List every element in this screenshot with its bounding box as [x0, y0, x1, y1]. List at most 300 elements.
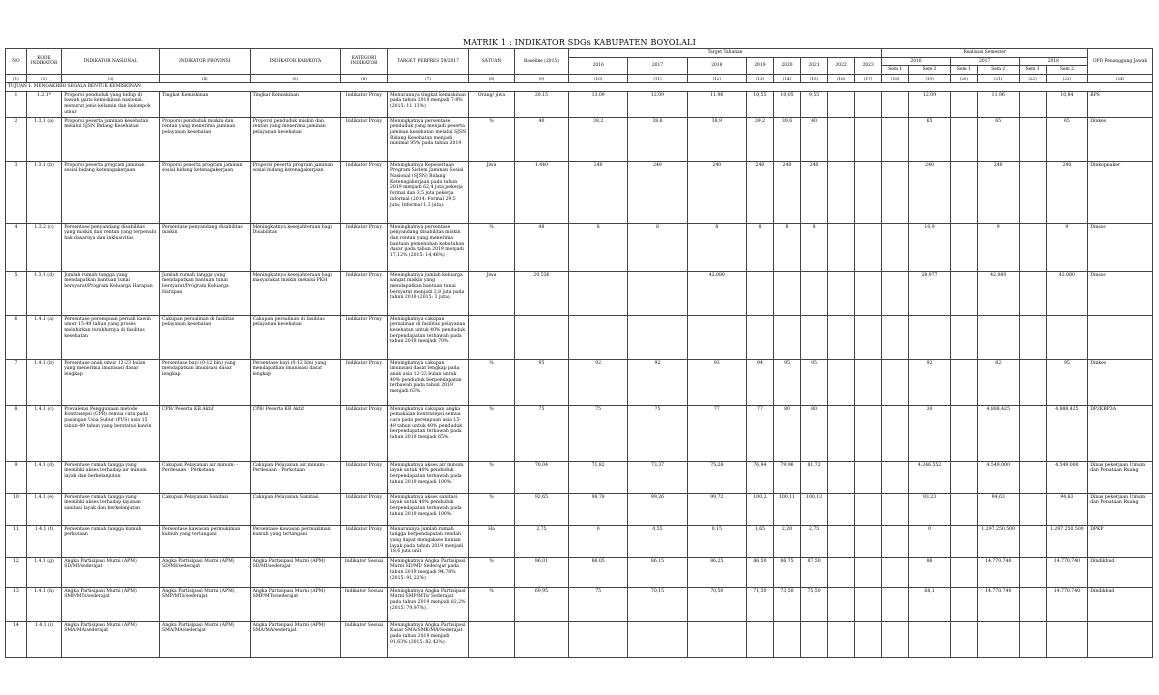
annual-target-value	[828, 587, 855, 621]
district-indicator: Persentase bayi (0-12 bln) yang mendapatkan imunisasi dasar lengkap	[250, 359, 341, 405]
column-index-cell: (20)	[950, 74, 977, 82]
perpres-target: Menurunnya tingkat kemiskinan pada tahun 2019 menjadi 7-8% (2015: 11,13%)	[387, 91, 468, 117]
annual-target-value: 86,50	[746, 557, 773, 587]
semester-realization-value	[1019, 557, 1046, 587]
national-indicator: Prevalensi Penggunaan metode Kontrasepsi (CPR) semua cara pada pasangan Usia Subur (PUS) usia 15 tahun-49 tahun yang berstatus kawin	[62, 405, 160, 461]
indicator-code: 1.4.1 (i)	[26, 621, 61, 657]
baseline-value: 69,95	[514, 587, 568, 621]
annual-target-value	[828, 161, 855, 223]
row-number: 8	[6, 405, 27, 461]
indicator-code: 1.4.1 (h)	[26, 587, 61, 621]
annual-target-value: 9,55	[801, 91, 828, 117]
semester-realization-value	[1019, 223, 1046, 271]
perpres-target: Meningkatnya persentase penyandang disabilitas miskin dan rentan yang menerima bantuan pemenuhan kebutuhan dasar pada tahun 2019 menjadi 17,12% (2015: 14,46%)	[387, 223, 468, 271]
column-index-cell: (21)	[977, 74, 1019, 82]
row-number: 4	[6, 223, 27, 271]
responsible-agency: Dindikbud	[1088, 557, 1153, 587]
responsible-agency: Dinsos	[1088, 271, 1153, 315]
perpres-target: Meningkatnya persentase penduduk yang menjadi peserta jaminan kesehatan melalui SJSN Bidang Kesehatan menjadi minimal 95% pada tahun 2019	[387, 117, 468, 161]
indicator-code: 1.4.1 (d)	[26, 461, 61, 493]
indicator-category: Indikator Proxy	[341, 525, 388, 557]
semester-realization-value	[1019, 315, 1046, 359]
baseline-value: 75	[514, 405, 568, 461]
semester-realization-value	[882, 223, 909, 271]
semester-realization-value	[882, 525, 909, 557]
annual-target-value: 86.05	[569, 557, 628, 587]
table-row	[6, 493, 1153, 525]
header-semester: Sem 2	[909, 66, 951, 75]
indicator-code: 1.3.2 (c)	[26, 223, 61, 271]
district-indicator: Cakupan persalinan di fasilitas pelayanan kesehatan	[250, 315, 341, 359]
semester-realization-value: 94,63	[977, 493, 1019, 525]
header-target-tahunan: Target Tahunan	[569, 49, 882, 58]
semester-realization-value	[882, 621, 909, 657]
indicator-category: Indikator Sesuai	[341, 587, 388, 621]
annual-target-value	[828, 525, 855, 557]
semester-realization-value	[1019, 359, 1046, 405]
header-year: 2021	[801, 57, 828, 74]
perpres-target: Meningkatnya jumlah keluarga sangat miskin yang mendapatkan bantuan tunai bersyarat menjadi 2,8 juta pada tahun 2019 (2015: 3 juta).	[387, 271, 468, 315]
indicator-code: 1.4.1 (b)	[26, 359, 61, 405]
annual-target-value: 0	[569, 525, 628, 557]
semester-realization-value	[1019, 461, 1046, 493]
row-number: 6	[6, 315, 27, 359]
unit: %	[469, 359, 515, 405]
semester-realization-value: 92	[909, 359, 951, 405]
table-row	[6, 315, 1153, 359]
province-indicator: Persentase kawasan permukiman kumuh yang tertangani	[160, 525, 251, 557]
annual-target-value	[855, 405, 882, 461]
province-indicator: Cakupan persalinan di fasilitas pelayanan kesehatan	[160, 315, 251, 359]
annual-target-value	[828, 223, 855, 271]
header-target: TARGET PERPRES 59/2017	[387, 49, 468, 75]
district-indicator: Meningkatnya kesejahteraan bagi masyarakat miskin melalui PKH	[250, 271, 341, 315]
semester-realization-value: 14.770.740	[977, 557, 1019, 587]
annual-target-value: 70,15	[628, 587, 687, 621]
column-index-cell: (8)	[469, 74, 515, 82]
semester-realization-value: 86	[909, 557, 951, 587]
province-indicator: Jumlah rumah tangga yang mendapatkan bantuan tunai bersyarat/Program Keluarga Harapan	[160, 271, 251, 315]
indicator-category: Indikator Proxy	[341, 493, 388, 525]
row-number: 10	[6, 493, 27, 525]
annual-target-value	[828, 315, 855, 359]
column-index-cell: (10)	[569, 74, 628, 82]
annual-target-value: 2,75	[801, 525, 828, 557]
header-no: NO	[6, 49, 27, 75]
unit: %	[469, 461, 515, 493]
annual-target-value: 240	[801, 161, 828, 223]
perpres-target: Meningkatnya akses sanitasi layak untuk 40% penduduk berpendapatan terbawah pada tahun 2019 menjadi 100%.	[387, 493, 468, 525]
semester-realization-value	[1019, 493, 1046, 525]
unit: %	[469, 587, 515, 621]
column-index-cell: (6)	[341, 74, 388, 82]
annual-target-value: 38,2	[569, 117, 628, 161]
annual-target-value: 100,11	[773, 493, 800, 525]
unit: Jiwa	[469, 161, 515, 223]
annual-target-value	[828, 557, 855, 587]
responsible-agency: Dinsos	[1088, 223, 1153, 271]
semester-realization-value	[882, 315, 909, 359]
unit: Ha	[469, 525, 515, 557]
semester-realization-value: 94,63	[1046, 493, 1088, 525]
column-index-cell: (14)	[773, 74, 800, 82]
column-index-cell: (19)	[909, 74, 951, 82]
header-opd: OPD Penanggung Jawab	[1088, 49, 1153, 75]
baseline-value: 70,04	[514, 461, 568, 493]
semester-realization-value: 65	[977, 117, 1019, 161]
semester-realization-value	[882, 117, 909, 161]
responsible-agency: Dindikbud	[1088, 587, 1153, 621]
semester-realization-value: 28.977	[909, 271, 951, 315]
indicator-code: 1.3.1 (d)	[26, 271, 61, 315]
annual-target-value	[628, 621, 687, 657]
district-indicator: Cakupan Pelayanan air minum: - Perdesaan - Perkotaan	[250, 461, 341, 493]
annual-target-value	[828, 493, 855, 525]
column-index-cell: (15)	[801, 74, 828, 82]
indicator-code: 1.3.1 (b)	[26, 161, 61, 223]
unit: Orang/ jiwa	[469, 91, 515, 117]
annual-target-value: 240	[628, 161, 687, 223]
semester-realization-value	[882, 91, 909, 117]
semester-realization-value	[882, 557, 909, 587]
column-index-cell: (7)	[387, 74, 468, 82]
annual-target-value	[801, 621, 828, 657]
semester-realization-value	[1046, 315, 1088, 359]
annual-target-value	[855, 525, 882, 557]
annual-target-value	[773, 315, 800, 359]
indicator-category: Indikator Sesuai	[341, 621, 388, 657]
semester-realization-value: 11.96	[977, 91, 1019, 117]
column-index-row	[6, 74, 1153, 82]
semester-realization-value	[950, 405, 977, 461]
column-index-cell: (9)	[514, 74, 568, 82]
annual-target-value	[746, 315, 773, 359]
province-indicator: Cakupan Pelayanan Sanitasi	[160, 493, 251, 525]
annual-target-value: 86,75	[773, 557, 800, 587]
annual-target-value: 38,9	[687, 117, 746, 161]
column-index-cell: (16)	[828, 74, 855, 82]
column-index-cell: (1)	[6, 74, 27, 82]
annual-target-value: 81,72	[801, 461, 828, 493]
annual-target-value: 70,50	[687, 587, 746, 621]
row-number: 2	[6, 117, 27, 161]
annual-target-value	[855, 621, 882, 657]
column-index-cell: (24)	[1088, 74, 1153, 82]
header-year: 2019	[746, 57, 773, 74]
responsible-agency: Dinas pekerjaan Umum dan Penataan Ruang	[1088, 493, 1153, 525]
national-indicator: Persentase anak umur 12-23 bulan yang menerima imunisasi dasar lengkap	[62, 359, 160, 405]
national-indicator: Angka Partisipasi Murni (APM) SMA/MA/sederajat	[62, 621, 160, 657]
annual-target-value	[855, 223, 882, 271]
responsible-agency: Dinkopnaker	[1088, 161, 1153, 223]
row-number: 9	[6, 461, 27, 493]
indicator-matrix-table	[5, 48, 1153, 658]
annual-target-value: 75,28	[687, 461, 746, 493]
indicator-code: 1.3.1 (a)	[26, 117, 61, 161]
table-row	[6, 91, 1153, 117]
annual-target-value: 86.25	[687, 557, 746, 587]
unit: %	[469, 493, 515, 525]
semester-realization-value	[882, 271, 909, 315]
annual-target-value: 13.09	[569, 91, 628, 117]
header-semester: Sem 1	[1019, 66, 1046, 75]
annual-target-value	[569, 315, 628, 359]
perpres-target: Meningkatnya Angka Partisipasi Kasar SMA/SMK/MA/Sederajat pada tahun 2019 menjadi 91,63% (2015: 82,42%).	[387, 621, 468, 657]
annual-target-value: 11.96	[687, 91, 746, 117]
column-index-cell: (23)	[1046, 74, 1088, 82]
responsible-agency: BPS	[1088, 91, 1153, 117]
annual-target-value: 8	[801, 223, 828, 271]
column-index-cell: (3)	[62, 74, 160, 82]
semester-realization-value	[882, 587, 909, 621]
semester-realization-value: 9	[1046, 223, 1088, 271]
goal-row	[6, 82, 1153, 91]
annual-target-value: 71,82	[569, 461, 628, 493]
district-indicator: Angka Partisipasi Murni (APM) SMP/MTs/sederajat	[250, 587, 341, 621]
unit	[469, 315, 515, 359]
annual-target-value	[855, 359, 882, 405]
annual-target-value: 100,13	[801, 493, 828, 525]
semester-realization-value	[950, 223, 977, 271]
indicator-category: Indikator Sesuai	[341, 557, 388, 587]
semester-realization-value	[1019, 161, 1046, 223]
table-row	[6, 621, 1153, 657]
table-body	[6, 74, 1153, 657]
annual-target-value: 240	[569, 161, 628, 223]
table-row	[6, 557, 1153, 587]
annual-target-value: 12.09	[628, 91, 687, 117]
province-indicator: Proporsi penduduk miskin dan rentan yang menerima jaminan pelayanan kesehatan	[160, 117, 251, 161]
semester-realization-value	[1019, 525, 1046, 557]
column-index-cell: (13)	[746, 74, 773, 82]
column-index-cell: (2)	[26, 74, 61, 82]
baseline-value: 86,01	[514, 557, 568, 587]
responsible-agency	[1088, 621, 1153, 657]
annual-target-value: 95	[773, 359, 800, 405]
annual-target-value: 73,37	[628, 461, 687, 493]
header-year: 2017	[628, 57, 687, 74]
semester-realization-value: 4.246.552	[909, 461, 951, 493]
province-indicator: Tingkat Kemiskinan	[160, 91, 251, 117]
district-indicator: Persentase kawasan permukiman kumuh yang tertangani	[250, 525, 341, 557]
annual-target-value	[855, 91, 882, 117]
annual-target-value	[773, 621, 800, 657]
table-row	[6, 117, 1153, 161]
semester-realization-value: 9	[977, 223, 1019, 271]
indicator-category: Indikator Proxy	[341, 405, 388, 461]
annual-target-value	[855, 315, 882, 359]
semester-realization-value: 12.09	[909, 91, 951, 117]
annual-target-value: 87,50	[801, 557, 828, 587]
semester-realization-value: 65	[909, 117, 951, 161]
annual-target-value: 92	[628, 359, 687, 405]
province-indicator: Cakupan Pelayanan air minum: - Perdesaan - Perkotaan	[160, 461, 251, 493]
annual-target-value	[855, 161, 882, 223]
header-year: 2018	[687, 57, 746, 74]
semester-realization-value: 10,9	[909, 223, 951, 271]
header-baseline: Baseline (2015)	[514, 49, 568, 75]
semester-realization-value	[882, 161, 909, 223]
responsible-agency: DP2KBP3A	[1088, 405, 1153, 461]
semester-realization-value: 4.549.000	[1046, 461, 1088, 493]
annual-target-value	[828, 359, 855, 405]
annual-target-value: 240	[687, 161, 746, 223]
annual-target-value: 77	[687, 405, 746, 461]
header-year: 2020	[773, 57, 800, 74]
semester-realization-value: 240	[1046, 161, 1088, 223]
annual-target-value	[828, 405, 855, 461]
province-indicator: Angka Partisipasi Murni (APM) SMA/MA/sederajat	[160, 621, 251, 657]
province-indicator: Angka Partisipasi Murni (APM) SD/MI/sederajat	[160, 557, 251, 587]
perpres-target: Meningkatnya cakupan persalinan di fasilitas pelayanan kesehatan untuk 40% penduduk berpendapatan terbawah pada tahun 2019 menjadi 70%.	[387, 315, 468, 359]
district-indicator: Meningkatnya kesejahteraan bagi Disabilitas	[250, 223, 341, 271]
header-kode: KODE INDIKATOR	[26, 49, 61, 75]
province-indicator: Persentase bayi (0-12 bln) yang mendapatkan imunisasi dasar lengkap	[160, 359, 251, 405]
semester-realization-value: 82	[977, 359, 1019, 405]
indicator-code: 1.4.1 (c)	[26, 405, 61, 461]
header-year: 2016	[569, 57, 628, 74]
district-indicator: Proporsi penduduk miskin dan rentan yang menerima jaminan pelayanan kesehatan	[250, 117, 341, 161]
semester-realization-value	[950, 461, 977, 493]
semester-realization-value: 1.297.250.500	[1046, 525, 1088, 557]
row-number: 12	[6, 557, 27, 587]
baseline-value: 48	[514, 223, 568, 271]
column-index-cell: (5)	[250, 74, 341, 82]
annual-target-value: 75	[569, 405, 628, 461]
column-index-cell: (18)	[882, 74, 909, 82]
annual-target-value	[828, 461, 855, 493]
semester-realization-value	[950, 91, 977, 117]
column-index-cell: (11)	[628, 74, 687, 82]
national-indicator: Persentase perempuan pernah kawin umur 15-49 tahun yang proses melahirkan terakhirnya di fasilitas kesehatan	[62, 315, 160, 359]
annual-target-value: 76,94	[746, 461, 773, 493]
unit	[469, 621, 515, 657]
annual-target-value: 98,78	[569, 493, 628, 525]
perpres-target: Menurunnya jumlah rumah tangga berpendapatan rendah yang dapat mengakses hunian layak pada tahun 2019 menjadi 18,6 juta unit	[387, 525, 468, 557]
baseline-value	[514, 621, 568, 657]
responsible-agency: DPKP	[1088, 525, 1153, 557]
table-row	[6, 271, 1153, 315]
responsible-agency: Dinkes	[1088, 359, 1153, 405]
header-year: 2022	[828, 57, 855, 74]
semester-realization-value	[950, 557, 977, 587]
annual-target-value: 99,72	[687, 493, 746, 525]
annual-target-value: 10,55	[746, 91, 773, 117]
annual-target-value	[828, 117, 855, 161]
table-row	[6, 461, 1153, 493]
annual-target-value	[828, 91, 855, 117]
annual-target-value: 77	[746, 405, 773, 461]
perpres-target: Meningkatnya cakupan angka pemakaian kontrasepsi semua cara pada perempuan usia 15-49 tahun untuk 40% penduduk berpendapatan terbawah pada tahun 2019 menjadi 65%.	[387, 405, 468, 461]
semester-realization-value	[1019, 587, 1046, 621]
district-indicator: CPR/ Peserta KB Aktif	[250, 405, 341, 461]
indicator-code: 1.4.1 (e)	[26, 493, 61, 525]
indicator-category: Indikator Proxy	[341, 461, 388, 493]
district-indicator: Cakupan Pelayanan Sanitasi	[250, 493, 341, 525]
perpres-target: Meningkatnya Angka Partisipasi Murni SD/MI/ Sederajat pada tahun 2019 menjadi 94,78% (2015: 91,22%)	[387, 557, 468, 587]
annual-target-value: 80	[773, 405, 800, 461]
annual-target-value	[855, 587, 882, 621]
semester-realization-value: 240	[909, 161, 951, 223]
indicator-category: Indikator Proxy	[341, 359, 388, 405]
district-indicator: Tingkat Kemiskinan	[250, 91, 341, 117]
baseline-value: 20.15	[514, 91, 568, 117]
column-index-cell: (22)	[1019, 74, 1046, 82]
semester-realization-value	[950, 525, 977, 557]
header-semester: Sem 2	[1046, 66, 1088, 75]
annual-target-value	[855, 271, 882, 315]
annual-target-value	[855, 493, 882, 525]
header-kabkota: INDIKATOR KAB/KOTA	[250, 49, 341, 75]
semester-realization-value: 42.080	[1046, 271, 1088, 315]
column-index-cell: (12)	[687, 74, 746, 82]
semester-realization-value: 14.770.740	[977, 587, 1019, 621]
header-kategori: KATEGORI INDIKATOR	[341, 49, 388, 75]
district-indicator: Angka Partisipasi Murni (APM) SMA/MA/sederajat	[250, 621, 341, 657]
semester-realization-value	[950, 161, 977, 223]
annual-target-value: 79,96	[773, 461, 800, 493]
table-row	[6, 405, 1153, 461]
national-indicator: Proporsi peserta jaminan kesehatan melalui SJSN Bidang Kesehatan	[62, 117, 160, 161]
row-number: 1	[6, 91, 27, 117]
row-number: 5	[6, 271, 27, 315]
indicator-code: 1.4.1 (f)	[26, 525, 61, 557]
baseline-value: 20.536	[514, 271, 568, 315]
semester-realization-value: 4,888,425	[1046, 405, 1088, 461]
annual-target-value: 8	[746, 223, 773, 271]
annual-target-value: 0,15	[687, 525, 746, 557]
annual-target-value: 99,26	[628, 493, 687, 525]
semester-realization-value	[1019, 621, 1046, 657]
semester-realization-value	[1019, 117, 1046, 161]
semester-realization-value: 4,888,425	[977, 405, 1019, 461]
annual-target-value: 240	[773, 161, 800, 223]
annual-target-value: 8	[687, 223, 746, 271]
goal-title: TUJUAN 1. MENGAKHIRI SEGALA BENTUK KEMISKINAN	[6, 82, 1153, 91]
column-index-cell: (17)	[855, 74, 882, 82]
baseline-value: 92,65	[514, 493, 568, 525]
annual-target-value	[628, 315, 687, 359]
annual-target-value: 39,6	[773, 117, 800, 161]
semester-realization-value: 30	[909, 405, 951, 461]
annual-target-value: 80	[801, 405, 828, 461]
baseline-value	[514, 315, 568, 359]
annual-target-value: 86,15	[628, 557, 687, 587]
semester-realization-value: 65	[1046, 117, 1088, 161]
annual-target-value: 94	[746, 359, 773, 405]
annual-target-value: 39,2	[746, 117, 773, 161]
annual-target-value: 8	[773, 223, 800, 271]
header-real-year: 2016	[882, 57, 951, 66]
annual-target-value: 92	[569, 359, 628, 405]
semester-realization-value	[977, 621, 1019, 657]
indicator-category: Indikator Proxy	[341, 271, 388, 315]
header-satuan: SATUAN	[469, 49, 515, 75]
semester-realization-value: 14.770.740	[1046, 557, 1088, 587]
annual-target-value: 1,65	[746, 525, 773, 557]
annual-target-value: 2,20	[773, 525, 800, 557]
row-number: 13	[6, 587, 27, 621]
baseline-value: 40	[514, 117, 568, 161]
semester-realization-value: 68,1	[909, 587, 951, 621]
annual-target-value: 8	[628, 223, 687, 271]
semester-realization-value	[950, 587, 977, 621]
national-indicator: Persentase rumah tangga yang memiliki akses terhadap air minum layak dan berkelanjutan	[62, 461, 160, 493]
annual-target-value	[687, 621, 746, 657]
province-indicator: Persentase penyandang disabilitas miskin	[160, 223, 251, 271]
annual-target-value: 71,50	[746, 587, 773, 621]
row-number: 3	[6, 161, 27, 223]
